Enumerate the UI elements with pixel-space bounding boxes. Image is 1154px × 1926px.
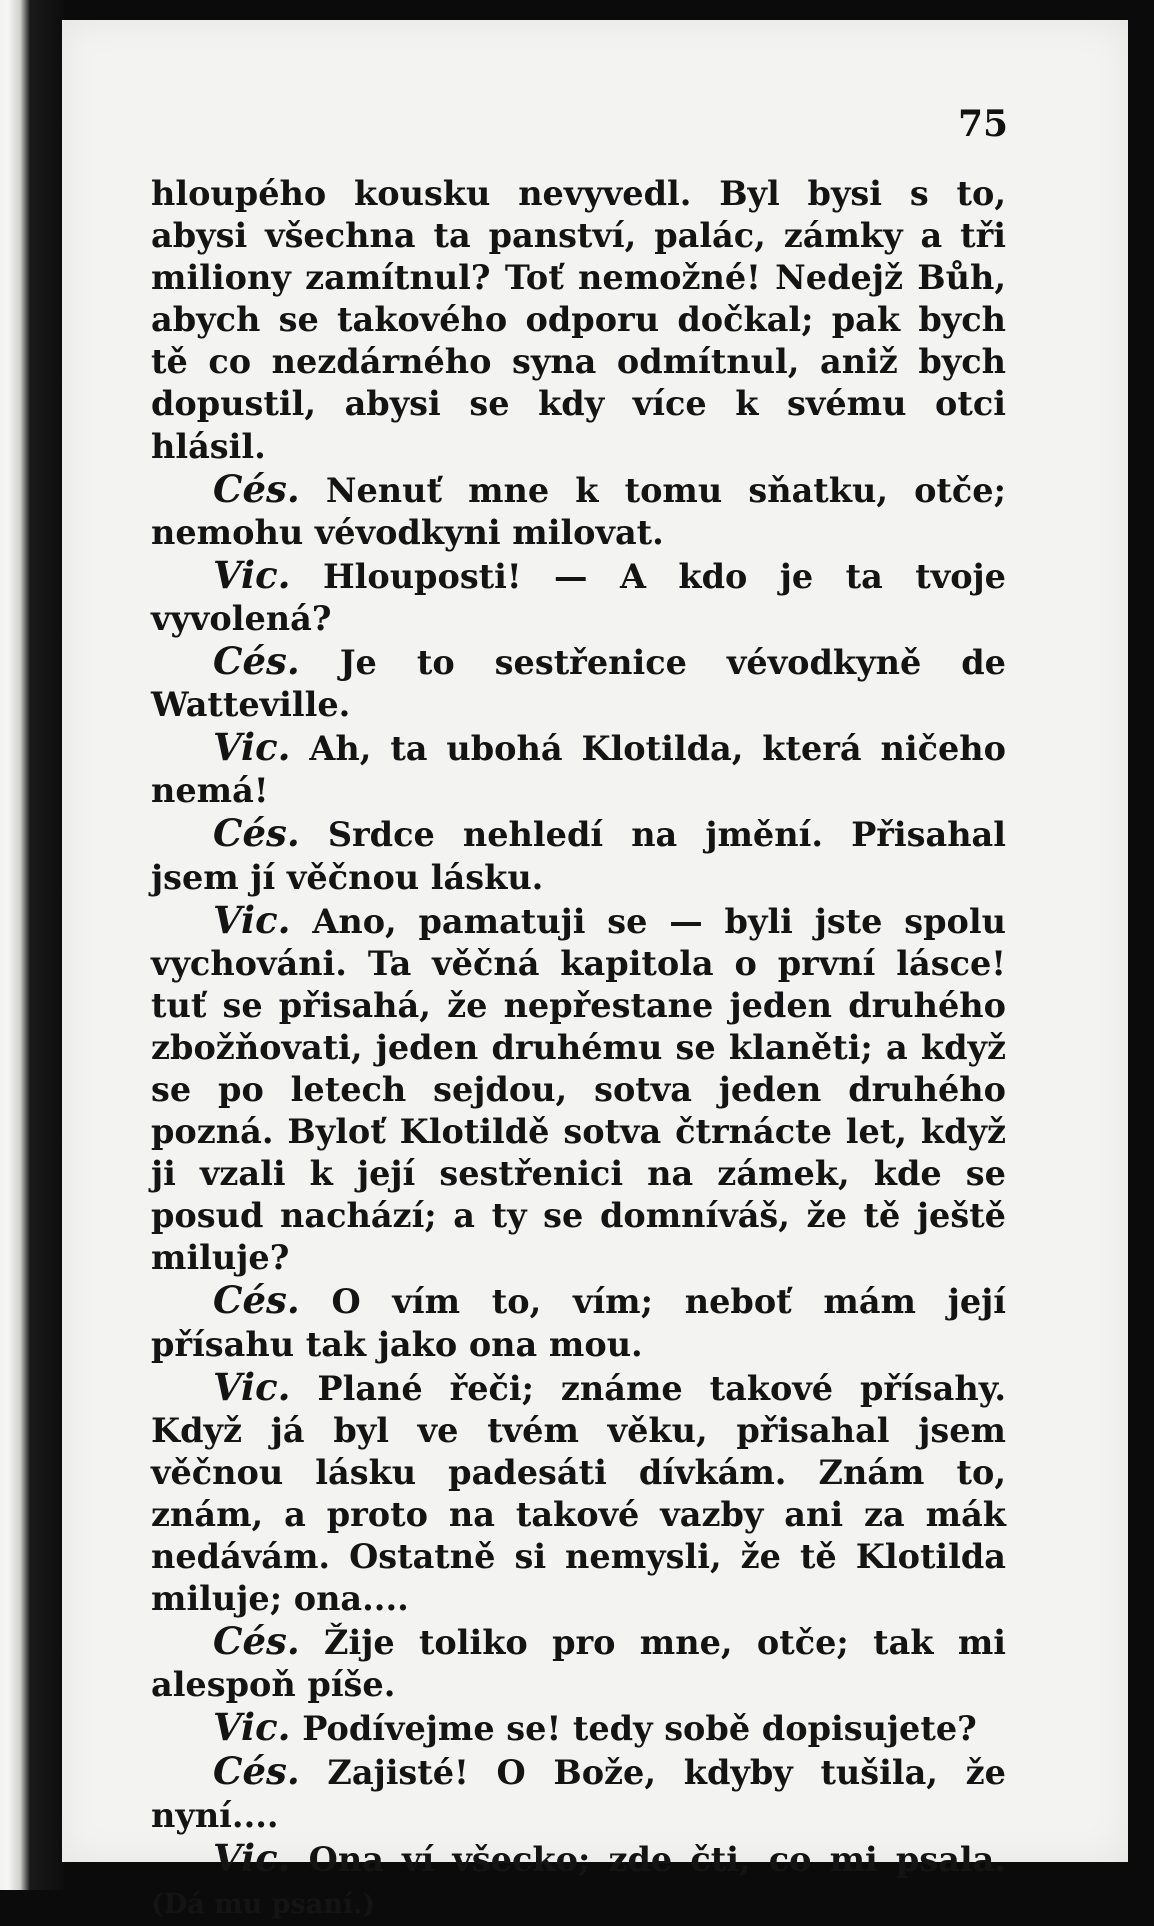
dialogue-text: Srdce nehledí na jmění. Přisahal jsem jí věčnou lásku. xyxy=(151,815,1006,897)
speaker-label: Vic. xyxy=(213,552,291,597)
paragraph xyxy=(151,173,1006,468)
speaker-label: Vic. xyxy=(213,897,291,942)
speaker-label: Cés. xyxy=(213,1278,300,1323)
dialogue-line xyxy=(151,554,1006,640)
dialogue-text: O vím to, vím; neboť mám její přísahu tak jako ona mou. xyxy=(151,1282,1006,1364)
speaker-label: Cés. xyxy=(213,811,300,856)
dialogue-line xyxy=(151,1706,1006,1750)
dialogue-line xyxy=(151,468,1006,554)
dialogue-text: Podívejme se! tedy sobě dopisujete? xyxy=(302,1709,977,1749)
dialogue-line xyxy=(151,1620,1006,1706)
dialogue-line xyxy=(151,1366,1006,1621)
dialogue-text: Hlouposti! — A kdo je ta tvoje vyvolená? xyxy=(151,556,1006,638)
dialogue-line xyxy=(151,1750,1006,1836)
speaker-label: Cés. xyxy=(213,639,300,684)
dialogue-line xyxy=(151,1837,1006,1926)
speaker-label: Vic. xyxy=(213,1364,291,1409)
dialogue-text: Nenuť mne k tomu sňatku, otče; nemohu vévodkyni milovat. xyxy=(151,470,1006,552)
page-number: 75 xyxy=(958,103,1009,145)
speaker-label: Cés. xyxy=(213,1749,300,1794)
dialogue-line xyxy=(151,812,1006,898)
book-spine-edge xyxy=(0,0,64,1890)
dialogue-line xyxy=(151,899,1006,1280)
dialogue-line xyxy=(151,1279,1006,1365)
paragraph-text: hloupého kousku nevyvedl. Byl bysi s to, abysi všechna ta panství, palác, zámky a tři miliony zamítnul? Toť nemožné! Nedejž Bůh, abych se takového odporu dočkal; pak bych tě co nezdárného syna odmítnul, aniž bych dopustil, abysi se kdy více k svému otci hlásil. xyxy=(151,174,1006,466)
speaker-label: Cés. xyxy=(213,466,300,511)
dialogue-line xyxy=(151,726,1006,812)
dialogue-text: Zajisté! O Bože, kdyby tušila, že nyní.... xyxy=(151,1753,1006,1835)
speaker-label: Vic. xyxy=(213,725,291,770)
speaker-label: Cés. xyxy=(213,1619,300,1664)
dialogue-text: Ano, pamatuji se — byli jste spolu vychováni. Ta věčná kapitola o první lásce! tuť se přisahá, že nepřestane jeden druhého zbožňovati, jeden druhému se klaněti; a když se po letech sejdou, sotva jeden druhého pozná. Byloť Klotildě sotva čtrnácte let, když ji vzali k její sestřenici na zámek, kde se posud nachází; a ty se domníváš, že tě ještě miluje? xyxy=(151,901,1006,1278)
dialogue-text: Plané řeči; známe takové přísahy. Když já byl ve tvém věku, přisahal jsem věčnou lásku padesáti dívkám. Znám to, znám, a proto na takové vazby ani za mák nedávám. Ostatně si nemysli, že tě Klotilda miluje; ona.... xyxy=(151,1368,1006,1619)
dialogue-line xyxy=(151,640,1006,726)
dialogue-text: Ona ví všecko; zde čti, co mi psala. xyxy=(308,1839,1006,1879)
dialogue-text: Žije toliko pro mne, otče; tak mi alespoň píše. xyxy=(151,1623,1006,1705)
page-text xyxy=(151,173,1006,1926)
dialogue-text: Ah, ta ubohá Klotilda, která ničeho nemá! xyxy=(151,729,1006,811)
dialogue-text: Je to sestřenice vévodkyně de Watteville. xyxy=(151,643,1006,725)
stage-direction: (Dá mu psaní.) xyxy=(151,1888,376,1920)
speaker-label: Vic. xyxy=(213,1705,291,1750)
speaker-label: Vic. xyxy=(213,1835,291,1880)
